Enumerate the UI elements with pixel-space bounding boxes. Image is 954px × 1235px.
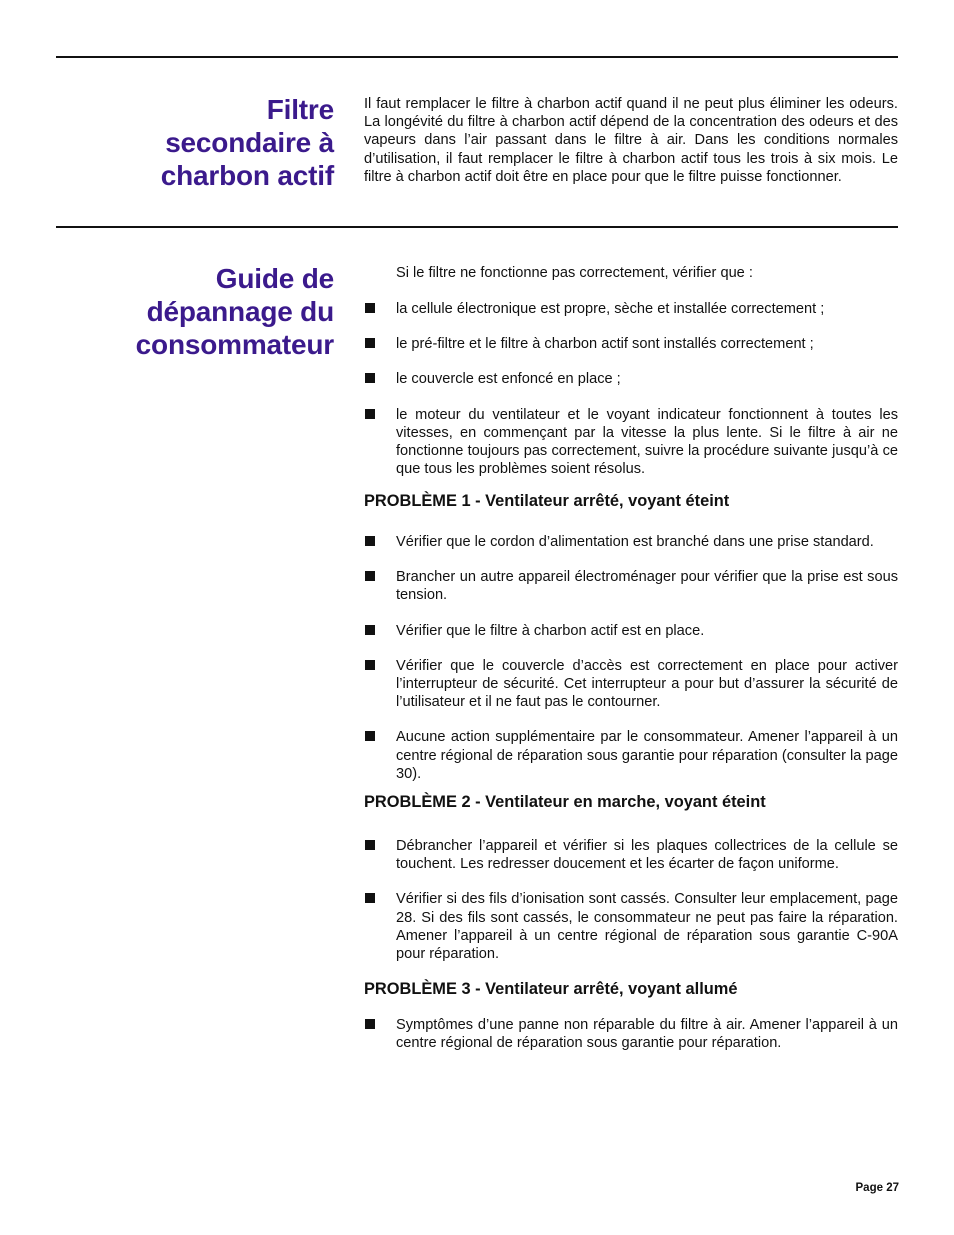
bullet-square-icon [365,840,375,850]
problem-3-title: PROBLÈME 3 - Ventilateur arrêté, voyant allumé [364,980,738,998]
troubleshooting-intro: Si le filtre ne fonctionne pas correctement, vérifier que : [396,265,753,281]
bullet-square-icon [365,571,375,581]
list-item: Brancher un autre appareil électroménager pour vérifier que la prise est sous tension. [364,568,898,604]
heading-line: Guide de [215,263,334,294]
bullet-square-icon [365,409,375,419]
heading-line: consommateur [135,329,334,360]
problem-2-title: PROBLÈME 2 - Ventilateur en marche, voyant éteint [364,793,766,811]
check-list [364,300,898,478]
charcoal-filter-paragraph: Il faut remplacer le filtre à charbon actif quand il ne peut plus éliminer les odeurs. La longévité du filtre à charbon actif dépend de la concentration des odeurs et des vapeurs dans l’air passant dans le filtre à air. Dans les conditions normales d’utilisation, il faut remplacer le filtre à charbon actif tous les trois à six mois. Le filtre à charbon actif doit être en place pour que le filtre puisse fonctionner. [364,96,898,185]
list-item: la cellule électronique est propre, sèche et installée correctement ; [364,300,898,318]
problem-1-list [364,533,898,783]
heading-line: charbon actif [160,160,334,191]
list-item: Vérifier que le filtre à charbon actif est en place. [364,622,898,640]
page-number: Page 27 [855,1182,899,1194]
bullet-square-icon [365,731,375,741]
list-item: Aucune action supplémentaire par le consommateur. Amener l’appareil à un centre régional de réparation sous garantie pour réparation (consulter la page 30). [364,728,898,783]
bullet-square-icon [365,303,375,313]
bullet-square-icon [365,893,375,903]
problem-1-title: PROBLÈME 1 - Ventilateur arrêté, voyant éteint [364,492,730,510]
list-item: le pré-filtre et le filtre à charbon actif sont installés correctement ; [364,335,898,353]
heading-line: secondaire à [165,127,334,158]
list-item: Débrancher l’appareil et vérifier si les plaques collectrices de la cellule se touchent. Les redresser doucement et les écarter de façon uniforme. [364,837,898,873]
top-rule [56,56,898,58]
list-item: Symptômes d’une panne non réparable du filtre à air. Amener l’appareil à un centre régional de réparation sous garantie pour réparation. [364,1016,898,1052]
heading-line: Filtre [266,94,334,125]
list-item: Vérifier si des fils d’ionisation sont cassés. Consulter leur emplacement, page 28. Si des fils sont cassés, le consommateur ne peut pas faire la réparation. Amener l’appareil à un centre régional de réparation sous garantie C-90A pour réparation. [364,890,898,963]
bullet-square-icon [365,338,375,348]
bullet-square-icon [365,373,375,383]
heading-line: dépannage du [146,296,334,327]
section-heading-troubleshooting [136,262,334,361]
bullet-square-icon [365,625,375,635]
bullet-square-icon [365,660,375,670]
section-rule [56,226,898,228]
list-item: le couvercle est enfoncé en place ; [364,370,898,388]
list-item: Vérifier que le cordon d’alimentation est branché dans une prise standard. [364,533,898,551]
problem-3-list [364,1016,898,1052]
bullet-square-icon [365,536,375,546]
section-heading-charcoal-filter [161,93,334,192]
bullet-square-icon [365,1019,375,1029]
list-item: Vérifier que le couvercle d’accès est correctement en place pour activer l’interrupteur de sécurité. Cet interrupteur a pour but d’assurer la sécurité de l’utilisateur et il ne faut pas le contourner. [364,657,898,712]
problem-2-list [364,837,898,963]
list-item: le moteur du ventilateur et le voyant indicateur fonctionnent à toutes les vitesses, en commençant par la vitesse la plus lente. Si le filtre à air ne fonctionne toujours pas correctement, suivre la procédure suivante jusqu’à ce que tous les problèmes soient résolus. [364,406,898,479]
